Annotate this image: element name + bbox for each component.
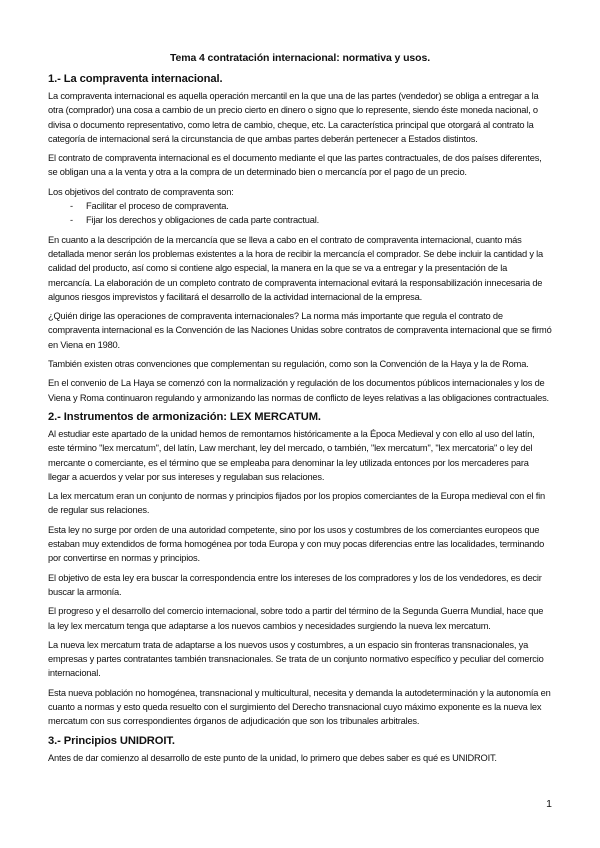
paragraph: Esta ley no surge por orden de una autoridad competente, sino por los usos y costumbres de los comerciantes europeos que estaban muy extendidos de forma homogénea por toda Europa y con muy pocas diferencias entre las localidades, terminando por convertirse en normas y principios. bbox=[48, 524, 545, 564]
paragraph: La compraventa internacional es aquella operación mercantil en la que una de las partes (vendedor) se obliga a entregar a la otra (comprador) una cosa a cambio de un precio cierto en dinero o signo que lo represente, siendo éste moneda nacional, o divisa o documento representativo, como letra de cambio, cheque, etc. La característica principal que otorgará al contrato la categoría de internacional será la circunstancia de que ambas partes deberán pertenecer a Estados distintos. bbox=[48, 91, 539, 144]
paragraph: Los objetivos del contrato de compraventa son: bbox=[48, 186, 234, 197]
objectives-list bbox=[48, 199, 552, 228]
section-1-heading: 1.- La compraventa internacional. bbox=[48, 73, 223, 85]
paragraph: El progreso y el desarrollo del comercio internacional, sobre todo a partir del término de la Segunda Guerra Mundial, hace que la ley lex mercatum tenga que adaptarse a los nuevos cambios y necesidades surgiendo la nueva lex mercatum. bbox=[48, 606, 544, 631]
paragraph: ¿Quién dirige las operaciones de compraventa internacionales? La norma más importante que regula el contrato de compraventa internacional es la Convención de las Naciones Unidas sobre contratos de compraventa internacional que se firmó en Viena en 1980. bbox=[48, 311, 552, 350]
paragraph: El contrato de compraventa internacional es el documento mediante el que las partes contractuales, de dos países diferentes, se obligan una a la venta y otra a la compra de un determinado bien o mercancía por el pago de un precio. bbox=[48, 153, 542, 178]
list-item: - Fijar los derechos y obligaciones de cada parte contractual. bbox=[70, 215, 319, 226]
paragraph: También existen otras convenciones que complementan su regulación, como son la Convención de la Haya y la de Roma. bbox=[48, 359, 529, 370]
document-body bbox=[48, 70, 552, 770]
section-2-heading: 2.- Instrumentos de armonización: LEX MERCATUM. bbox=[48, 410, 321, 423]
page-number: 1 bbox=[546, 798, 552, 810]
paragraph: En cuanto a la descripción de la mercancía que se lleva a cabo en el contrato de compraventa internacional, cuanto más detallada menor serán los problemas existentes a la hora de recibir la mercancía el comprador. Se debe incluir la cantidad y la calidad del producto, así como si contiene algo especial, la manera en la que se va a entregar y la presentación de la mercancía. La elaboración de un completo contrato de compraventa internacional evitará la responsabilización innecesaria de algunos riesgos imprevistos y facilitará el desarrollo de la actividad internacional de la empresa. bbox=[48, 234, 543, 302]
paragraph: Esta nueva población no homogénea, transnacional y multicultural, necesita y demanda la autodeterminación y la autonomía en cuanto a normas y esto queda resuelto con el surgimiento del Derecho transnacional cuyo máximo exponente es la nueva lex mercatum con sus correspondientes órganos de adjudicación que son los tribunales arbitrales. bbox=[48, 687, 551, 727]
document-title: Tema 4 contratación internacional: normativa y usos. bbox=[169, 52, 431, 64]
paragraph: La nueva lex mercatum trata de adaptarse a los nuevos usos y costumbres, a un espacio sin fronteras transnacionales, ya empresas y partes contratantes también transnacionales. Se trata de un conjunto normativo específico y peculiar del comercio internacional. bbox=[48, 639, 544, 679]
list-item: - Facilitar el proceso de compraventa. bbox=[70, 201, 229, 212]
paragraph: En el convenio de La Haya se comenzó con la normalización y regulación de los documentos públicos internacionales y los de Viena y Roma continuaron regulando y armonizando las normas de conflicto de leyes relativas a las obligaciones contractuales. bbox=[48, 378, 549, 403]
paragraph: Antes de dar comienzo al desarrollo de este punto de la unidad, lo primero que debes saber es qué es UNIDROIT. bbox=[48, 752, 497, 763]
section-3-heading: 3.- Principios UNIDROIT. bbox=[48, 734, 175, 747]
paragraph: Al estudiar este apartado de la unidad hemos de remontarnos históricamente a la Época Medieval y con ello al uso del latín, este término "lex mercatum", del latín, Law merchant, ley del mercado, o también, "lex mercatum", "lex mercatoria" o ley del mercante o comerciante, es el término que se empleaba para denominar la ley utilizada entonces por los mercaderes para llegar a acuerdos y velar por sus intereses y regulaban sus relaciones. bbox=[48, 428, 535, 482]
paragraph: La lex mercatum eran un conjunto de normas y principios fijados por los propios comerciantes de la Europa medieval con el fin de regular sus relaciones. bbox=[48, 491, 545, 516]
paragraph: El objetivo de esta ley era buscar la correspondencia entre los intereses de los compradores y los de los vendedores, es decir buscar la armonía. bbox=[48, 572, 542, 597]
